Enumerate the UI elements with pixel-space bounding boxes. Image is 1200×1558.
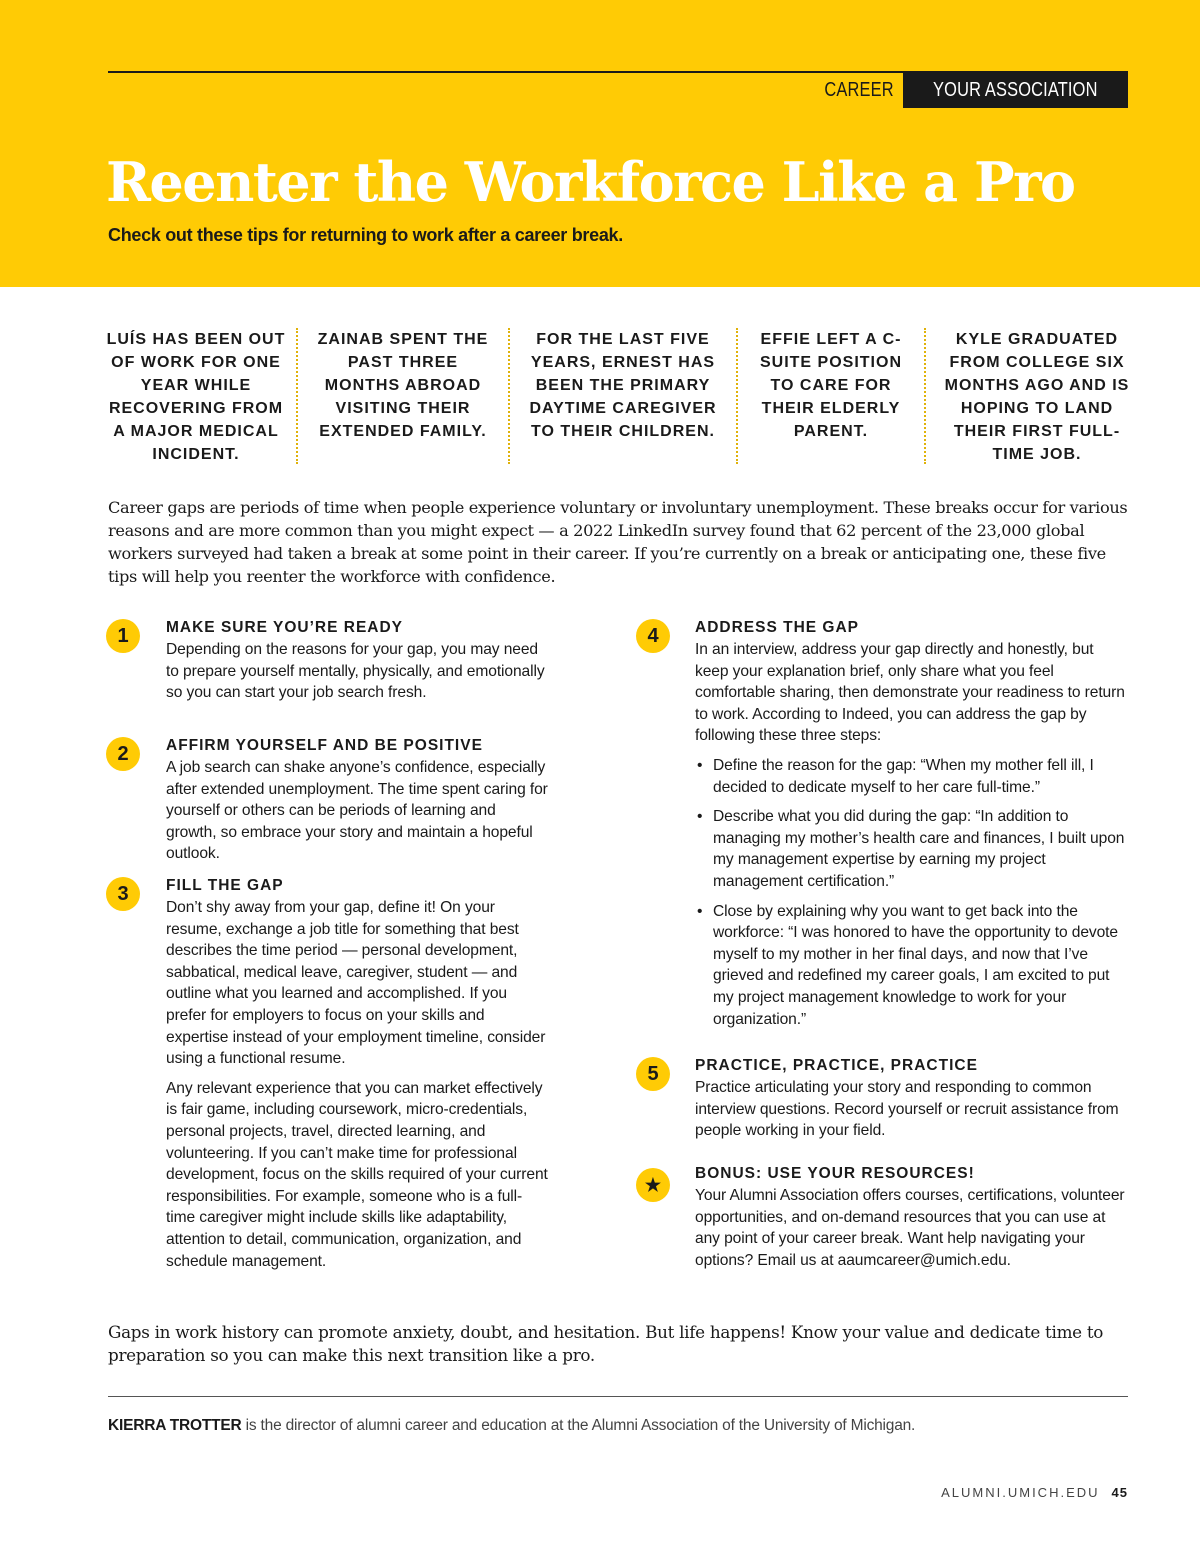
tip-body: Depending on the reasons for your gap, you may need to prepare yourself mentally, physically, and emotionally so you can start your job search fresh. [166, 641, 545, 702]
section-label: CAREER [824, 79, 894, 101]
tip-heading: MAKE SURE YOU’RE READY [166, 619, 404, 636]
tip-2 [108, 735, 548, 865]
number-badge: 3 [106, 877, 140, 911]
hero-banner [0, 0, 1200, 287]
footer-rule [108, 1396, 1128, 1397]
persona-card: LUÍS HAS BEEN OUT OF WORK FOR ONE YEAR WHILE RECOVERING FROM A MAJOR MEDICAL INCIDENT. [106, 331, 286, 463]
tip-heading: PRACTICE, PRACTICE, PRACTICE [695, 1057, 978, 1074]
star-icon: ★ [636, 1168, 670, 1202]
list-item: • Define the reason for the gap: “When my mother fell ill, I decided to dedicate myself to her care full-time.” [695, 755, 1130, 798]
tip-body: Your Alumni Association offers courses, certifications, volunteer opportunities, and on-demand resources that you can use at any point of your career break. Want help navigating your options? Email us at aaumcareer@umich.edu. [695, 1187, 1125, 1269]
article-title: Reenter the Workforce Like a Pro [106, 150, 1075, 214]
tip-4 [636, 617, 1130, 1038]
tip-heading: AFFIRM YOURSELF AND BE POSITIVE [166, 737, 483, 754]
tip-body-continued: Any relevant experience that you can market effectively is fair game, including coursework, micro-credentials, personal projects, travel, directed learning, and volunteering. If you can’t make time for professional development, focus on the skills required of your current responsibilities. For example, someone who is a full-time caregiver might include skills like adaptability, attention to detail, communication, organization, and schedule management. [166, 1079, 548, 1270]
tip-heading: BONUS: USE YOUR RESOURCES! [695, 1165, 975, 1182]
page-footer [941, 1485, 1128, 1500]
site-url: ALUMNI.UMICH.EDU [941, 1485, 1100, 1500]
tip-body: Practice articulating your story and responding to common interview questions. Record yourself or recruit assistance from people working in your field. [695, 1079, 1119, 1140]
tip-body: A job search can shake anyone’s confidence, especially after extended unemployment. The time spent caring for yourself or others can be periods of learning and growth, so embrace your story and maintain a hopeful outlook. [166, 759, 548, 863]
number-badge: 5 [636, 1057, 670, 1091]
intro-paragraph: Career gaps are periods of time when people experience voluntary or involuntary unemployment. These breaks occur for various reasons and are more common than you might expect — a 2022 LinkedIn survey found that 62 percent of the 23,000 global workers surveyed had taken a break at some point in their career. If you’re currently on a break or anticipating one, these five tips will help you reenter the workforce with confidence. [108, 498, 1128, 586]
number-badge: 4 [636, 619, 670, 653]
tip-1 [108, 617, 548, 704]
persona-card: FOR THE LAST FIVE YEARS, ERNEST HAS BEEN THE PRIMARY DAYTIME CAREGIVER TO THEIR CHILDREN. [529, 331, 717, 440]
closing-paragraph: Gaps in work history can promote anxiety, doubt, and hesitation. But life happens! Know your value and dedicate time to preparation so you can make this next transition like a pro. [108, 1322, 1104, 1365]
author-name: KIERRA TROTTER [108, 1417, 242, 1434]
article-subtitle: Check out these tips for returning to work after a career break. [108, 225, 623, 245]
persona-row [96, 328, 1148, 466]
tip-heading: ADDRESS THE GAP [695, 619, 859, 636]
category-label [903, 73, 1128, 108]
tip-5 [636, 1055, 1130, 1142]
persona-card: KYLE GRADUATED FROM COLLEGE SIX MONTHS AGO AND IS HOPING TO LAND THEIR FIRST FULL-TIME JOB. [944, 331, 1130, 463]
list-item: • Describe what you did during the gap: “In addition to managing my mother’s health care and finances, I built upon my management expertise by earning my project management certification.” [695, 806, 1130, 892]
persona-card: EFFIE LEFT A C-SUITE POSITION TO CARE FOR THEIR ELDERLY PARENT. [759, 331, 902, 440]
persona-card: ZAINAB SPENT THE PAST THREE MONTHS ABROAD VISITING THEIR EXTENDED FAMILY. [317, 331, 489, 440]
tip-body: Don’t shy away from your gap, define it! On your resume, exchange a job title for something that best describes the time period — personal development, sabbatical, medical leave, caregiver, student — and outline what you learned and accomplished. If you prefer for employers to focus on your skills and expertise instead of your employment timeline, consider using a functional resume. [166, 899, 546, 1068]
page-number: 45 [1111, 1485, 1128, 1500]
category-label-text: YOUR ASSOCIATION [933, 79, 1098, 101]
number-badge: 2 [106, 737, 140, 771]
author-description: is the director of alumni career and education at the Alumni Association of the University of Michigan. [241, 1417, 916, 1434]
steps-list [695, 755, 1130, 1030]
number-badge: 1 [106, 619, 140, 653]
author-bio [108, 1417, 915, 1435]
tip-3 [108, 875, 548, 1272]
list-item: • Close by explaining why you want to get back into the workforce: “I was honored to have the opportunity to devote myself to my mother in her final days, and now that I’ve grieved and redefined my career goals, I am excited to put my project management knowledge to work for your organization.” [695, 901, 1130, 1031]
tip-body: In an interview, address your gap directly and honestly, but keep your explanation brief, only share what you feel comfortable sharing, then demonstrate your readiness to return to work. According to Indeed, you can address the gap by following these three steps: [695, 641, 1125, 745]
tip-heading: FILL THE GAP [166, 877, 284, 894]
tip-bonus [636, 1163, 1130, 1271]
section-tag [795, 73, 1128, 108]
